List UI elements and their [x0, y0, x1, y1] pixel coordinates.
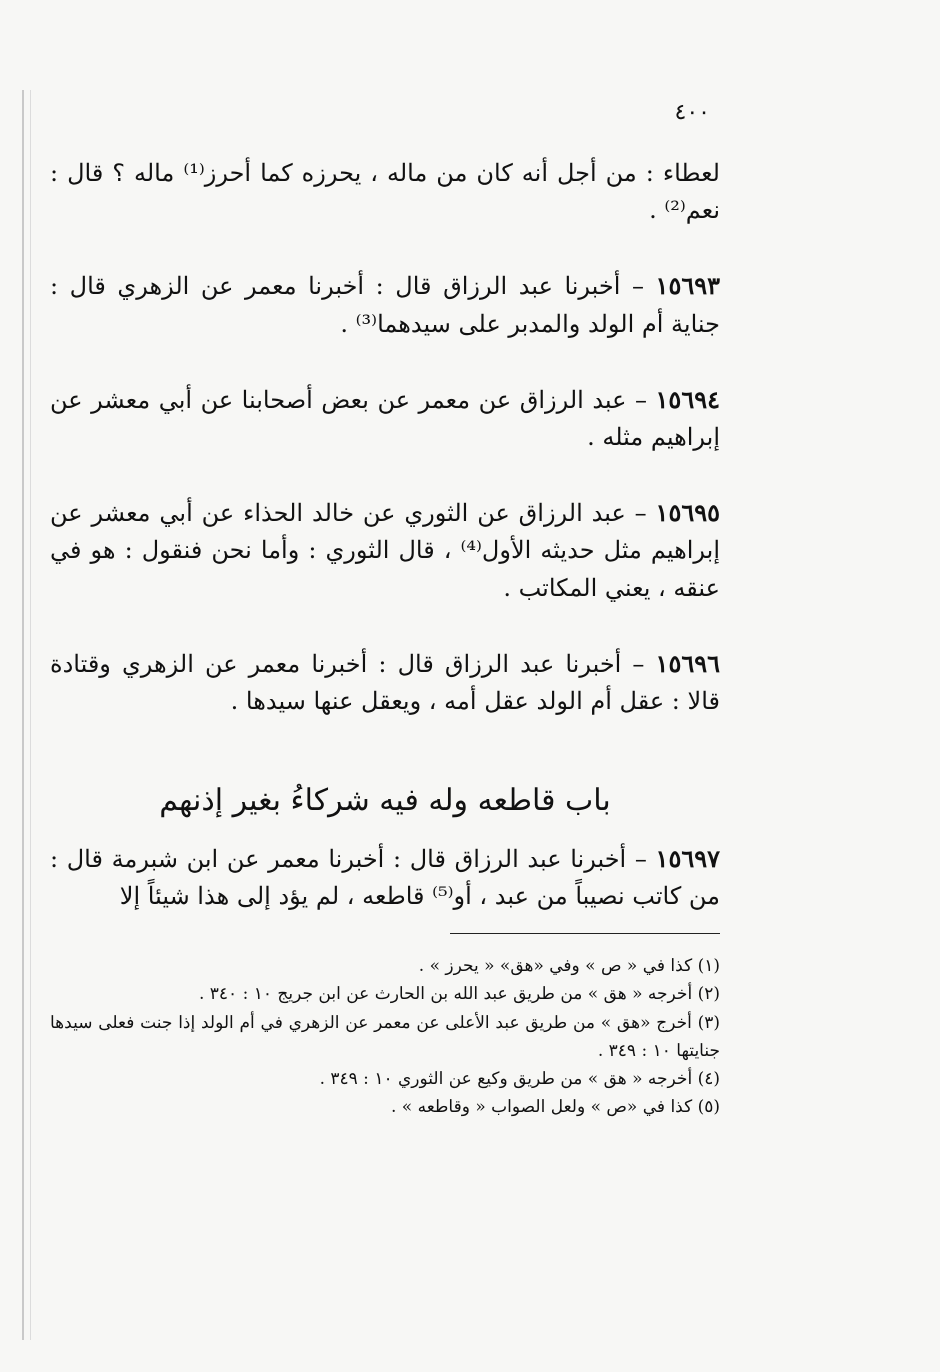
hadith-text: – أخبرنا عبد الرزاق قال : أخبرنا معمر عن الزهري قال : جناية أم الولد والمدبر على سيدهما⁽³⁾ . [50, 272, 720, 338]
hadith-15695 [50, 494, 720, 607]
footnote-5: (٥) كذا في «ص » ولعل الصواب « وقاطعه » . [390, 1096, 720, 1117]
page-number: ٤٠٠ [674, 100, 710, 125]
hadith-text: – عبد الرزاق عن الثوري عن خالد الحذاء عن أبي معشر عن إبراهيم مثل حديثه الأول⁽⁴⁾ ، قال الثوري : وأما نحن فنقول : هو في عنقه ، يعني المكاتب . [50, 499, 720, 602]
hadith-number: ١٥٦٩٥ [655, 498, 720, 528]
hadith-15697 [50, 840, 720, 915]
hadith-15693 [50, 267, 720, 342]
hadith-number: ١٥٦٩٣ [655, 271, 720, 301]
hadith-15694 [50, 381, 720, 456]
book-page [50, 100, 720, 1121]
footnote-3: (٣) أخرج «هق » من طريق عبد الأعلى عن معمر عن الزهري في أم الولد إذا جنت فعلى سيدها جنايتها ١٠ : ٣٤٩ . [50, 1012, 720, 1061]
hadith-15696 [50, 645, 720, 720]
hadith-number: ١٥٦٩٤ [655, 384, 720, 414]
footnote-1: (١) كذا في « ص » وفي «هق» « يحرز » . [418, 956, 720, 977]
footnote-4: (٤) أخرجه « هق » من طريق وكيع عن الثوري ١٠ : ٣٤٩ . [319, 1068, 720, 1089]
footnote-separator [450, 933, 720, 934]
binding-edge-inner [30, 90, 31, 1340]
hadith-text: – أخبرنا عبد الرزاق قال : أخبرنا معمر عن ابن شبرمة قال : من كاتب نصيباً من عبد ، أو⁽⁵⁾ قاطعه ، لم يؤد إلى هذا شيئاً إلا [50, 845, 720, 911]
hadith-text: – أخبرنا عبد الرزاق قال : أخبرنا معمر عن الزهري وقتادة قالا : عقل أم الولد عقل أمه ، ويعقل عنها سيدها . [50, 649, 720, 715]
chapter-title: باب قاطعه وله فيه شركاءُ بغير إذنهم [159, 783, 611, 819]
hadith-number: ١٥٦٩٧ [655, 844, 720, 874]
footnotes [50, 952, 720, 1120]
binding-edge [22, 90, 24, 1340]
footnote-2: (٢) أخرجه « هق » من طريق عبد الله بن الحارث عن ابن جريج ١٠ : ٣٤٠ . [198, 984, 720, 1005]
intro-paragraph: لعطاء : من أجل أنه كان من ماله ، يحرزه كما أحرز⁽¹⁾ ماله ؟ قال : نعم⁽²⁾ . [50, 159, 720, 225]
hadith-text: – عبد الرزاق عن معمر عن بعض أصحابنا عن أبي معشر عن إبراهيم مثله . [50, 385, 720, 451]
hadith-number: ١٥٦٩٦ [655, 648, 720, 678]
